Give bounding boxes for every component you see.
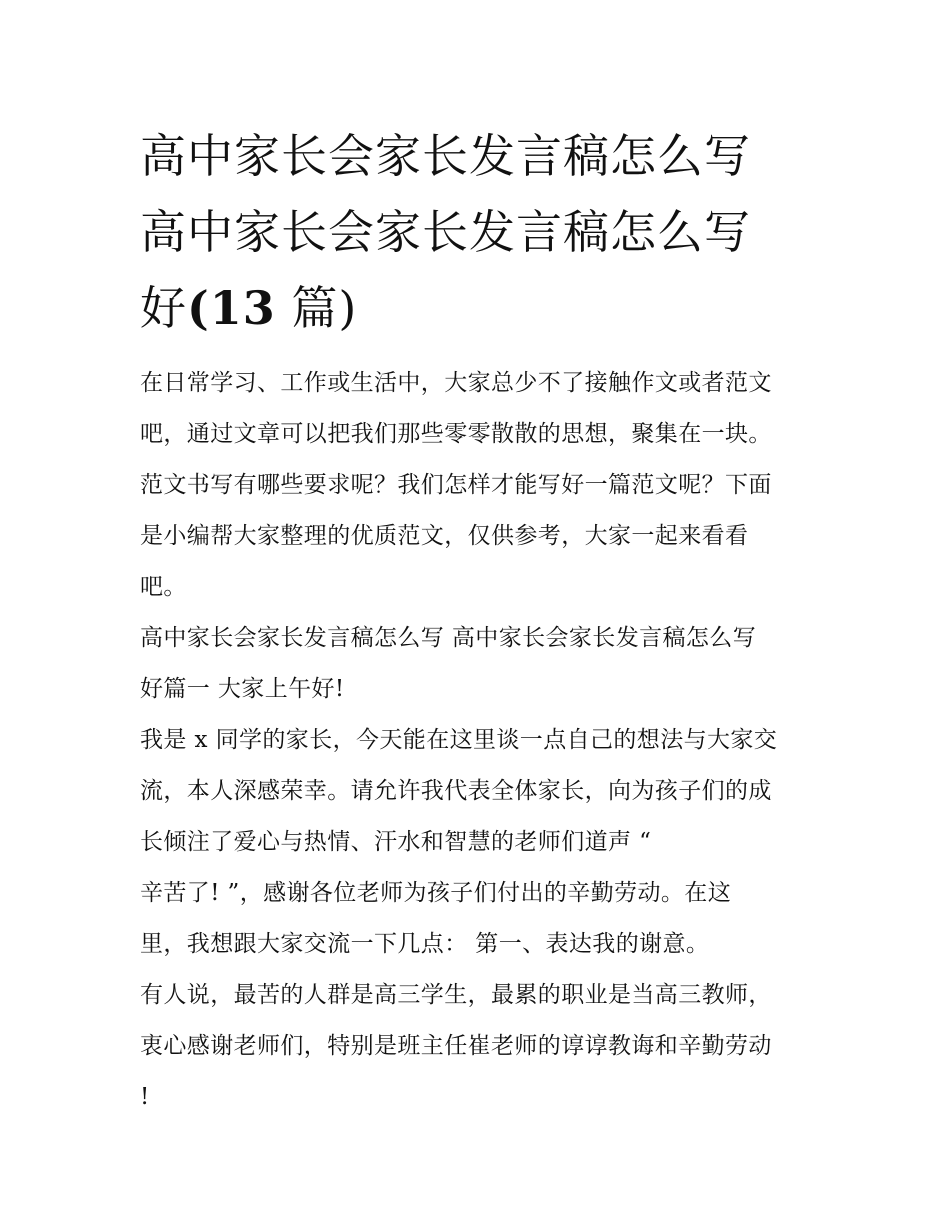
title-suffix: 篇) xyxy=(291,281,358,335)
title-line-2: 高中家长会家长发言稿怎么写 xyxy=(140,205,751,259)
text-line: 有人说，最苦的人群是高三学生，最累的职业是当高三教师， xyxy=(140,982,772,1008)
text-line: 是小编帮大家整理的优质范文，仅供参考，大家一起来看看 xyxy=(140,523,749,549)
text-line: 里，我想跟大家交流一下几点： 第一、表达我的谢意。 xyxy=(140,931,710,957)
text-line: 吧，通过文章可以把我们那些零零散散的思想，聚集在一块。 xyxy=(140,421,772,447)
text-line: 好篇一 大家上午好! xyxy=(140,676,345,702)
document-title xyxy=(140,118,820,346)
document-content xyxy=(140,118,820,1123)
paragraph-intro xyxy=(140,358,820,613)
title-line-1: 高中家长会家长发言稿怎么写 xyxy=(140,129,751,183)
text-line: ! xyxy=(140,1084,150,1110)
paragraph-thanks xyxy=(140,970,820,1123)
text-line: 吧。 xyxy=(140,574,187,600)
title-line-3-start: 好 xyxy=(140,281,187,335)
document-body xyxy=(140,358,820,1123)
text-line: 辛苦了! ”，感谢各位老师为孩子们付出的辛勤劳动。在这 xyxy=(140,880,732,906)
text-line: 流，本人深感荣幸。请允许我代表全体家长，向为孩子们的成 xyxy=(140,778,772,804)
text-line: 我是 x 同学的家长，今天能在这里谈一点自己的想法与大家交 xyxy=(140,727,778,753)
paragraph-greeting xyxy=(140,715,820,970)
text-line: 长倾注了爱心与热情、汗水和智慧的老师们道声 “ xyxy=(140,829,652,855)
text-line: 高中家长会家长发言稿怎么写 高中家长会家长发言稿怎么写 xyxy=(140,625,757,651)
text-line: 衷心感谢老师们，特别是班主任崔老师的谆谆教诲和辛勤劳动 xyxy=(140,1033,772,1059)
text-line: 范文书写有哪些要求呢？我们怎样才能写好一篇范文呢？下面 xyxy=(140,472,772,498)
text-line: 在日常学习、工作或生活中，大家总少不了接触作文或者范文 xyxy=(140,370,772,396)
paragraph-heading xyxy=(140,613,820,715)
title-count: (13 xyxy=(187,281,276,335)
